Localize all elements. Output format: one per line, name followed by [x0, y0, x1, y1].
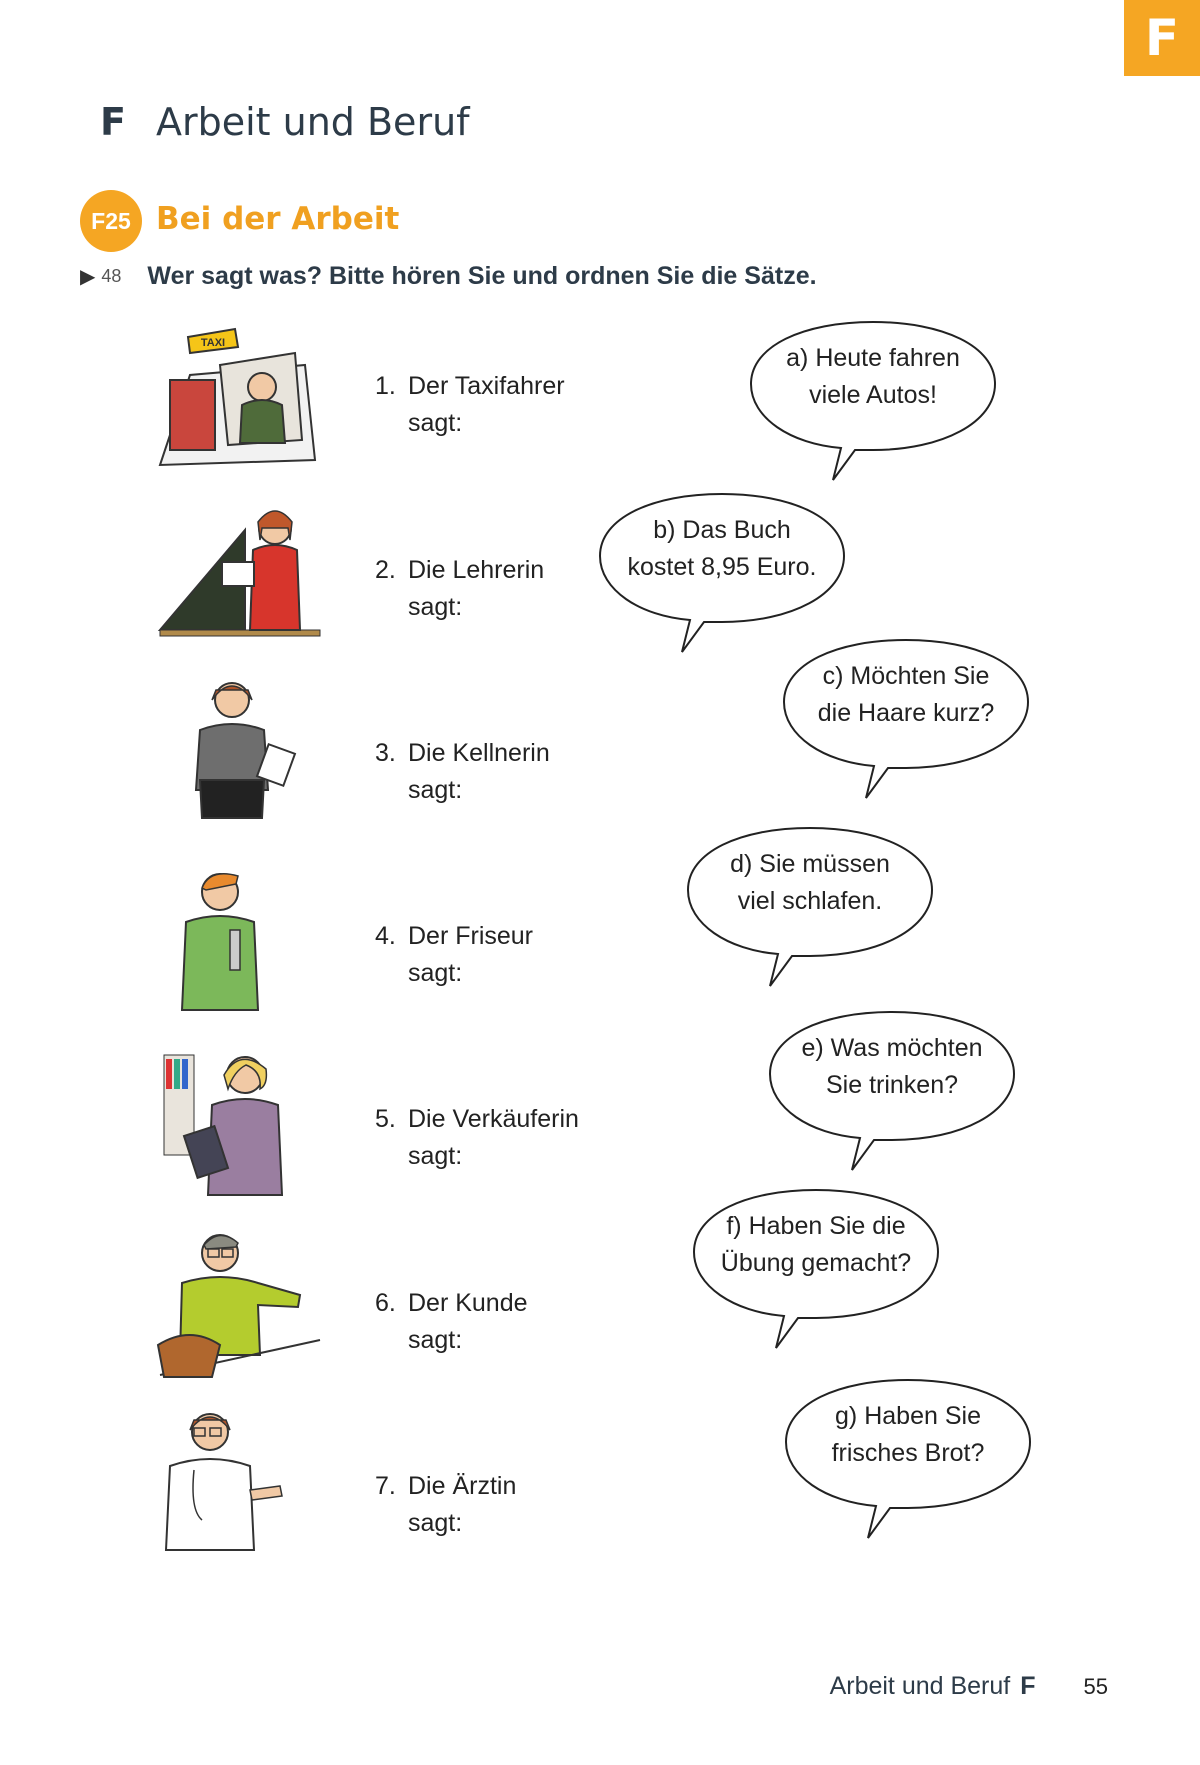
page-footer: [830, 1672, 1108, 1701]
bubble-text: Haben Sie: [864, 1402, 981, 1430]
chapter-title: Arbeit und Beruf: [155, 100, 470, 144]
statement-number: 7.: [375, 1472, 396, 1500]
bubble-text: Heute fahren: [815, 344, 960, 372]
bubble-line: [612, 512, 832, 549]
chapter-heading: [100, 100, 470, 144]
bubble-letter: f): [726, 1212, 742, 1240]
exercise-instruction: Wer sagt was? Bitte hören Sie und ordnen Sie die Sätze.: [147, 262, 817, 290]
statement-person: Der Friseur: [408, 922, 534, 950]
play-audio-icon[interactable]: ▶: [80, 266, 96, 288]
statement-number: 6.: [375, 1289, 396, 1317]
bubble-line: Übung gemacht?: [720, 1249, 912, 1277]
bubble-line: viele Autos!: [809, 381, 937, 409]
bubble-line: [782, 1030, 1002, 1067]
teacher-illustration: [150, 500, 325, 660]
statement-item-6: [375, 1285, 528, 1359]
bubble-line: [763, 340, 983, 377]
statement-verb: sagt:: [408, 776, 463, 804]
bubble-letter: b): [653, 516, 676, 544]
statement-person: Der Kunde: [408, 1289, 528, 1317]
statement-verb: sagt:: [408, 593, 463, 621]
speech-bubble-b: [592, 490, 852, 660]
statement-number: 4.: [375, 922, 396, 950]
speech-bubble-c: [776, 636, 1036, 806]
bubble-line: Sie trinken?: [825, 1071, 959, 1099]
unit-badge: F25: [80, 190, 142, 252]
chapter-tab: F: [1124, 0, 1200, 76]
speech-bubble-f: [686, 1186, 946, 1356]
statement-person: Die Verkäuferin: [408, 1105, 579, 1133]
page-number: 55: [1083, 1674, 1108, 1699]
bubble-line: [798, 1398, 1018, 1435]
customer-illustration: [150, 1225, 325, 1385]
doctor-illustration: [150, 1400, 325, 1560]
statement-verb: sagt:: [408, 1142, 463, 1170]
taxi-driver-illustration: [150, 325, 325, 485]
taxi-sign-text: TAXI: [200, 337, 226, 349]
bubble-text: Was möchten: [830, 1034, 983, 1062]
bubble-line: [706, 1208, 926, 1245]
bubble-line: frisches Brot?: [831, 1439, 985, 1467]
bubble-letter: d): [730, 850, 753, 878]
statement-person: Die Ärztin: [408, 1472, 517, 1500]
footer-chapter-letter: F: [1020, 1672, 1036, 1700]
bubble-line: [796, 658, 1016, 695]
statement-number: 1.: [375, 372, 396, 400]
statement-verb: sagt:: [408, 409, 463, 437]
statement-item-2: [375, 552, 544, 626]
statement-number: 5.: [375, 1105, 396, 1133]
bubble-letter: a): [786, 344, 809, 372]
statement-person: Die Kellnerin: [408, 739, 550, 767]
bubble-line: viel schlafen.: [737, 887, 883, 915]
bubble-line: kostet 8,95 Euro.: [627, 553, 817, 581]
statement-verb: sagt:: [408, 1326, 463, 1354]
statement-number: 2.: [375, 556, 396, 584]
bubble-letter: e): [801, 1034, 824, 1062]
unit-title: Bei der Arbeit: [156, 201, 400, 237]
bubble-letter: g): [835, 1402, 858, 1430]
speech-bubble-g: [778, 1376, 1038, 1546]
statement-item-3: [375, 735, 550, 809]
saleswoman-illustration: [150, 1045, 325, 1205]
statement-item-4: [375, 918, 533, 992]
footer-title: Arbeit und Beruf: [829, 1672, 1011, 1700]
hairdresser-illustration: [150, 860, 325, 1020]
bubble-text: Das Buch: [682, 516, 791, 544]
bubble-letter: c): [822, 662, 844, 690]
speech-bubble-e: [762, 1008, 1022, 1178]
statement-verb: sagt:: [408, 1509, 463, 1537]
waitress-illustration: [150, 670, 325, 830]
instruction-row: [80, 262, 817, 291]
bubble-text: Sie müssen: [759, 850, 890, 878]
audio-track-number: 48: [101, 266, 122, 286]
statement-person: Die Lehrerin: [408, 556, 545, 584]
bubble-line: die Haare kurz?: [817, 699, 995, 727]
statement-item-1: [375, 368, 565, 442]
chapter-letter: F: [100, 100, 126, 144]
statement-item-5: [375, 1101, 579, 1175]
statement-number: 3.: [375, 739, 396, 767]
statement-item-7: [375, 1468, 516, 1542]
bubble-text: Möchten Sie: [850, 662, 990, 690]
statement-person: Der Taxifahrer: [408, 372, 565, 400]
speech-bubble-d: [680, 824, 940, 994]
speech-bubble-a: [743, 318, 1003, 488]
bubble-text: Haben Sie die: [748, 1212, 906, 1240]
statement-verb: sagt:: [408, 959, 463, 987]
bubble-line: [700, 846, 920, 883]
